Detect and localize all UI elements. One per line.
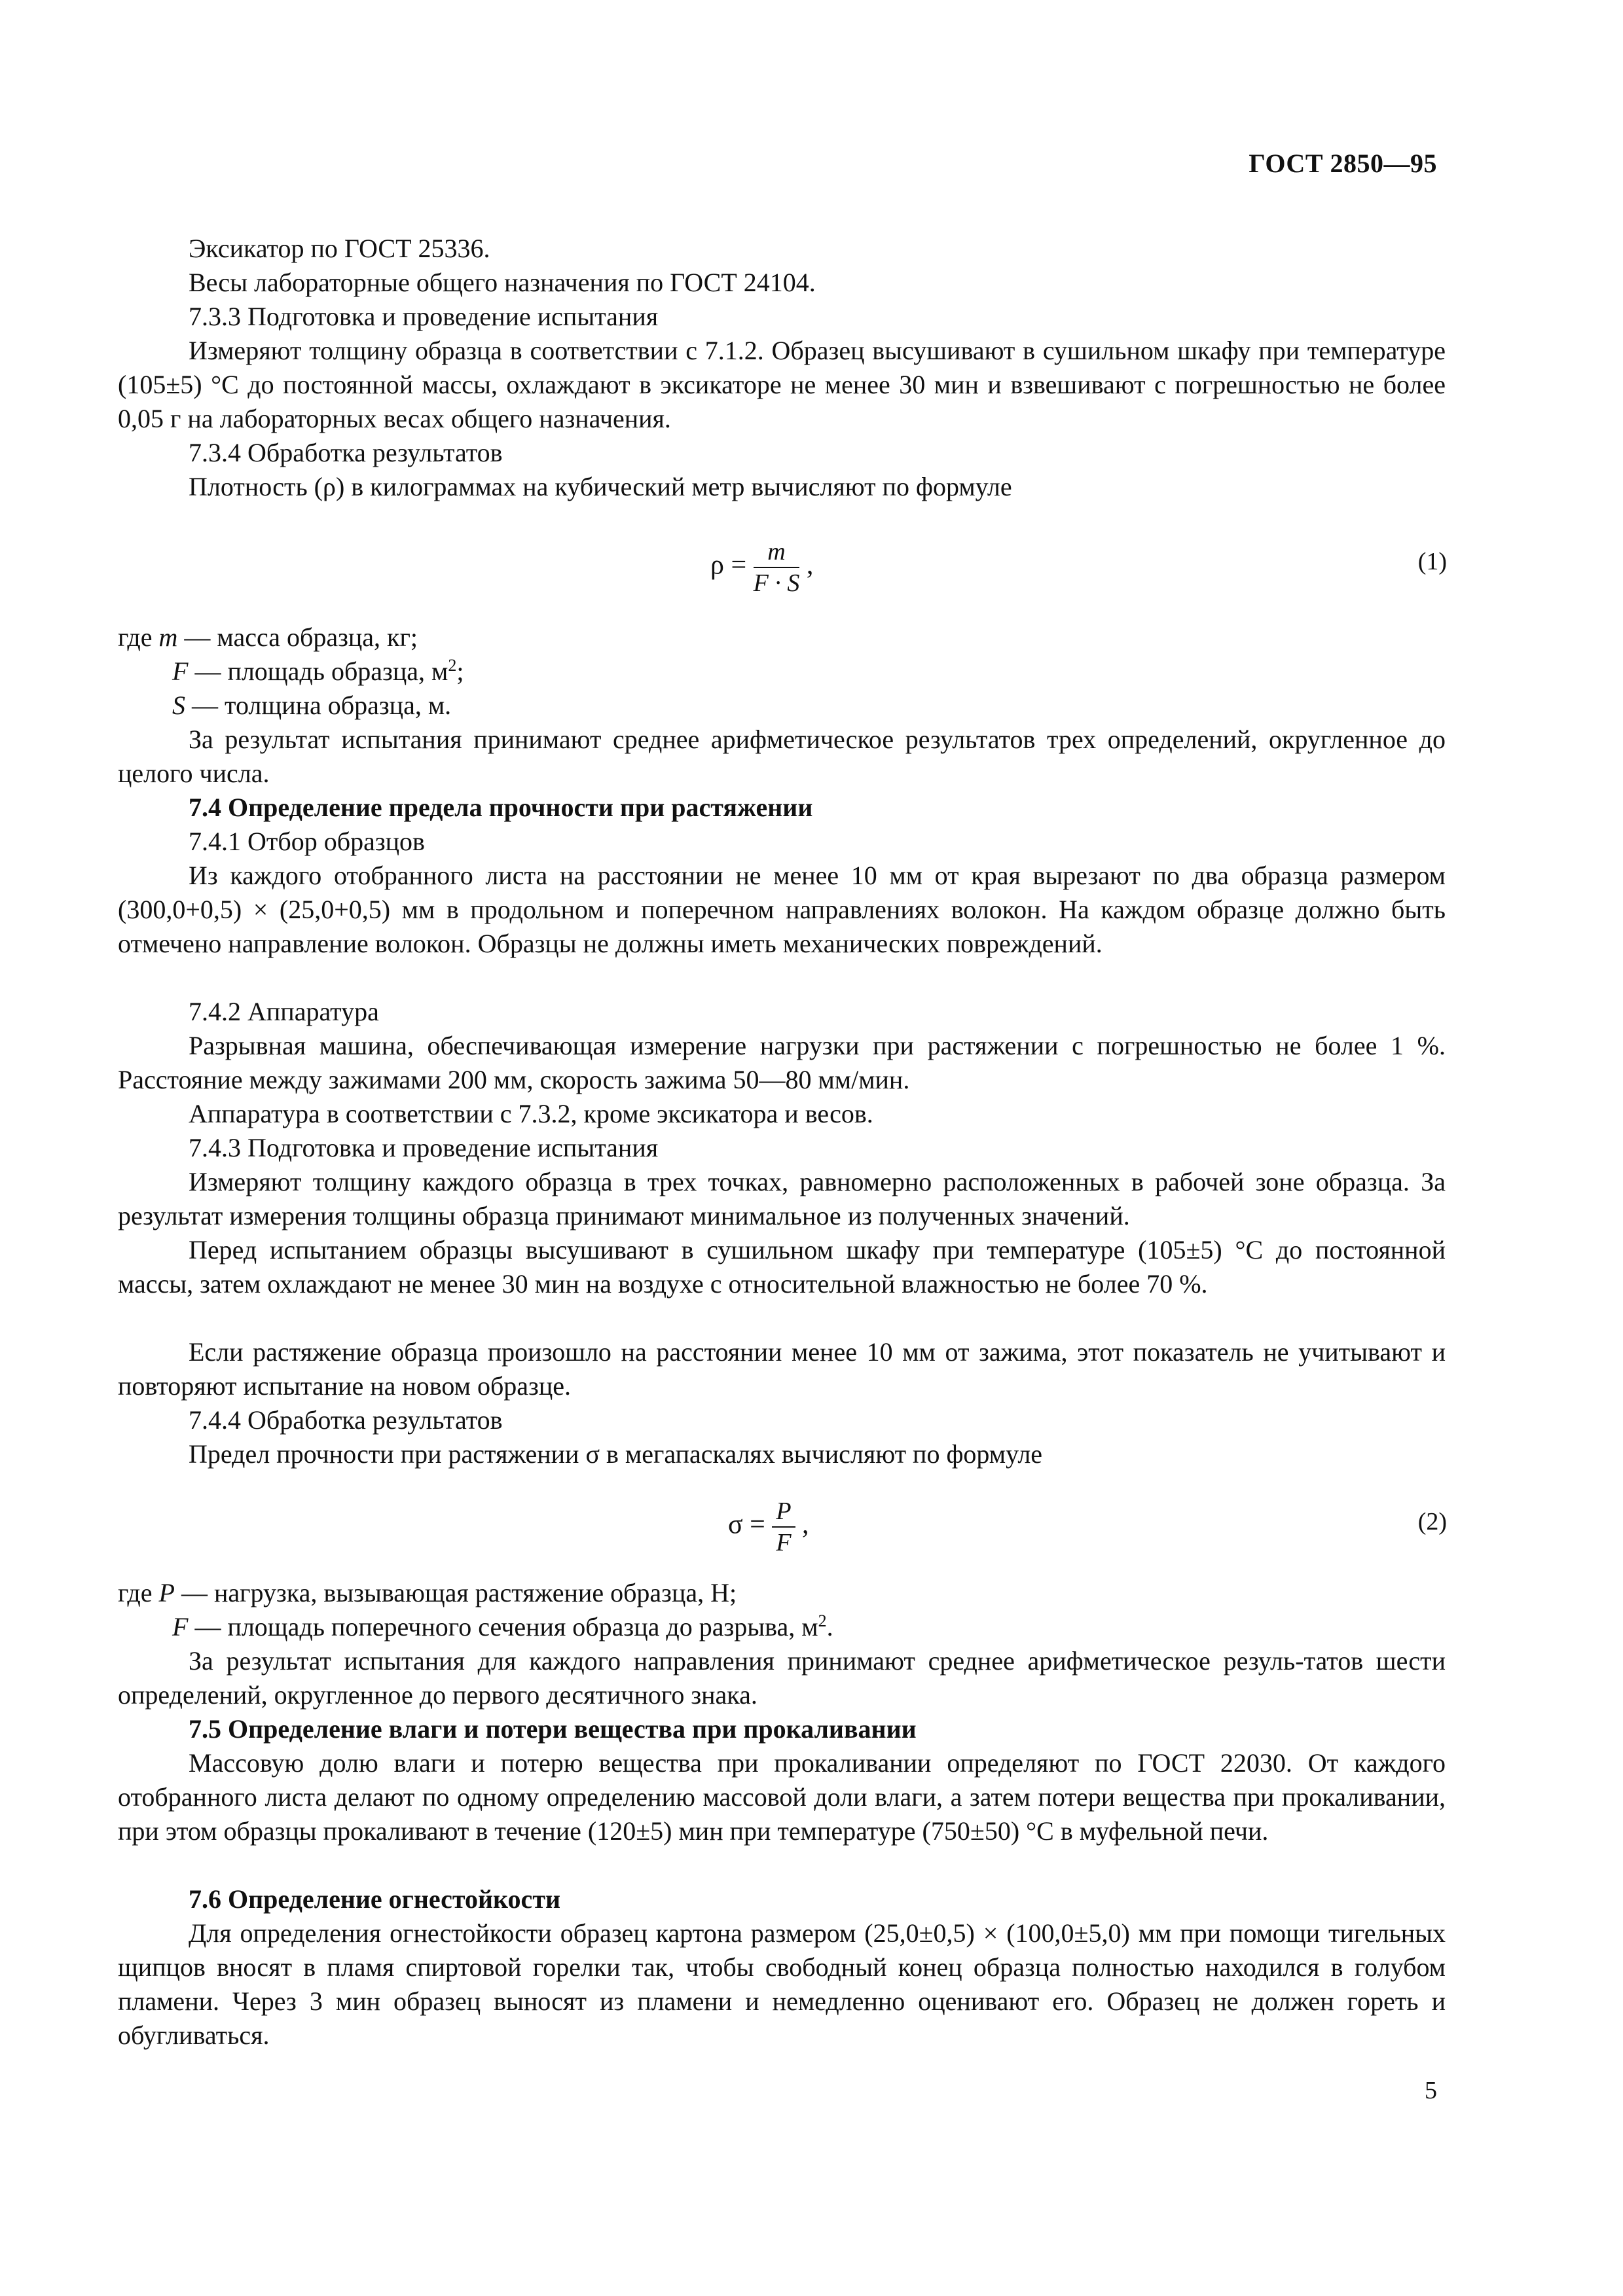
paragraph-7-5: Массовую долю влаги и потерю вещества при прокаливании определяют по ГОСТ 22030. От каждого отобранного листа делают по одному определению массовой доли влаги, а затем потери вещества при прокаливании, при этом образцы прокаливают в течение (120±5) мин при температуре (750±50) °С в муфельной печи.	[118, 1748, 1446, 1846]
paragraph-7-3-3: Измеряют толщину образца в соответствии с 7.1.2. Образец высушивают в сушильном шкафу при температуре (105±5) °С до постоянной массы, охлаждают в эксикаторе не менее 30 мин и взвешивают с погрешностью не более 0,05 г на лабораторных весах общего назначения.	[118, 336, 1446, 433]
paragraph-scales: Весы лабораторные общего назначения по ГОСТ 24104.	[189, 268, 816, 297]
equation-number-2: (2)	[1417, 1508, 1447, 1535]
formula-density-fraction	[754, 537, 800, 598]
paragraph-7-4-3b: Перед испытанием образцы высушивают в сушильном шкафу при температуре (105±5) °С до постоянной массы, затем охлаждают не менее 30 мин на воздухе с относительной влажностью не более 70 %.	[118, 1235, 1446, 1299]
document-header: ГОСТ 2850—95	[1249, 149, 1437, 178]
page-number: 5	[1425, 2077, 1437, 2104]
formula-strength-fraction	[772, 1496, 795, 1558]
formula-strength-tail: ,	[802, 1509, 809, 1540]
formula-strength-denominator: F	[776, 1529, 792, 1556]
heading-7-3-4: 7.3.4 Обработка результатов	[189, 438, 503, 467]
formula-strength-numerator: P	[772, 1496, 795, 1528]
where-F-section: F — площадь поперечного сечения образца до разрыва, $м^2$.	[172, 1611, 833, 1641]
formula-density-denominator: F · S	[753, 569, 800, 597]
paragraph-desiccator: Эксикатор по ГОСТ 25336.	[189, 234, 490, 263]
formula-density-tail: ,	[806, 550, 814, 581]
where-P: где P — нагрузка, вызывающая растяжение образца, Н;	[118, 1578, 737, 1607]
heading-7-4-3: 7.4.3 Подготовка и проведение испытания	[189, 1133, 659, 1162]
where-F-area: F — площадь образца, $м^2$;	[172, 656, 464, 686]
formula-density-numerator: m	[754, 537, 800, 568]
formula-strength	[728, 1496, 809, 1558]
heading-7-4: 7.4 Определение предела прочности при растяжении	[189, 793, 813, 822]
paragraph-7-3-4-result: За результат испытания принимают среднее арифметическое результатов трех определений, округленное до целого числа.	[118, 725, 1446, 788]
formula-density	[710, 537, 813, 598]
where-S: S — толщина образца, м.	[172, 691, 452, 720]
paragraph-7-4-3c: Если растяжение образца произошло на расстоянии менее 10 мм от зажима, этот показатель не учитывают и повторяют испытание на новом образце.	[118, 1337, 1446, 1401]
formula-strength-lhs: σ =	[728, 1509, 765, 1540]
heading-7-4-1: 7.4.1 Отбор образцов	[189, 827, 425, 856]
paragraph-7-4-4-result: За результат испытания для каждого направления принимают среднее арифметическое резуль-татов шести определений, округленное до первого десятичного знака.	[118, 1646, 1446, 1710]
paragraph-7-4-4: Предел прочности при растяжении σ в мегапаскалях вычисляют по формуле	[189, 1439, 1043, 1469]
heading-7-4-4: 7.4.4 Обработка результатов	[189, 1405, 503, 1435]
heading-7-4-2: 7.4.2 Аппаратура	[189, 997, 379, 1026]
paragraph-7-4-3a: Измеряют толщину каждого образца в трех точках, равномерно расположенных в рабочей зоне образца. За результат измерения толщины образца принимают минимальное из полученных значений.	[118, 1167, 1446, 1230]
heading-7-5: 7.5 Определение влаги и потери вещества при прокаливании	[189, 1714, 917, 1744]
equation-number-1: (1)	[1417, 548, 1447, 575]
paragraph-7-6: Для определения огнестойкости образец картона размером (25,0±0,5) × (100,0±5,0) мм при помощи тигельных щипцов вносят в пламя спиртовой горелки так, чтобы свободный конец образца полностью находился в голубом пламени. Через 3 мин образец выносят из пламени и немедленно оценивают его. Образец не должен гореть и обугливаться.	[118, 1918, 1446, 2050]
paragraph-7-4-2b: Аппаратура в соответствии с 7.3.2, кроме эксикатора и весов.	[189, 1099, 873, 1128]
where-m: где m — масса образца, кг;	[118, 622, 418, 652]
heading-7-6: 7.6 Определение огнестойкости	[189, 1884, 561, 1914]
paragraph-7-3-4: Плотность (ρ) в килограммах на кубический метр вычисляют по формуле	[189, 472, 1012, 501]
paragraph-7-4-1: Из каждого отобранного листа на расстоянии не менее 10 мм от края вырезают по два образца размером (300,0+0,5) × (25,0+0,5) мм в продольном и поперечном направлениях волокон. На каждом образце должно быть отмечено направление волокон. Образцы не должны иметь механических повреждений.	[118, 861, 1446, 958]
heading-7-3-3: 7.3.3 Подготовка и проведение испытания	[189, 302, 659, 331]
formula-density-lhs: ρ =	[710, 550, 747, 581]
paragraph-7-4-2a: Разрывная машина, обеспечивающая измерение нагрузки при растяжении с погрешностью не более 1 %. Расстояние между зажимами 200 мм, скорость зажима 50—80 мм/мин.	[118, 1031, 1446, 1094]
